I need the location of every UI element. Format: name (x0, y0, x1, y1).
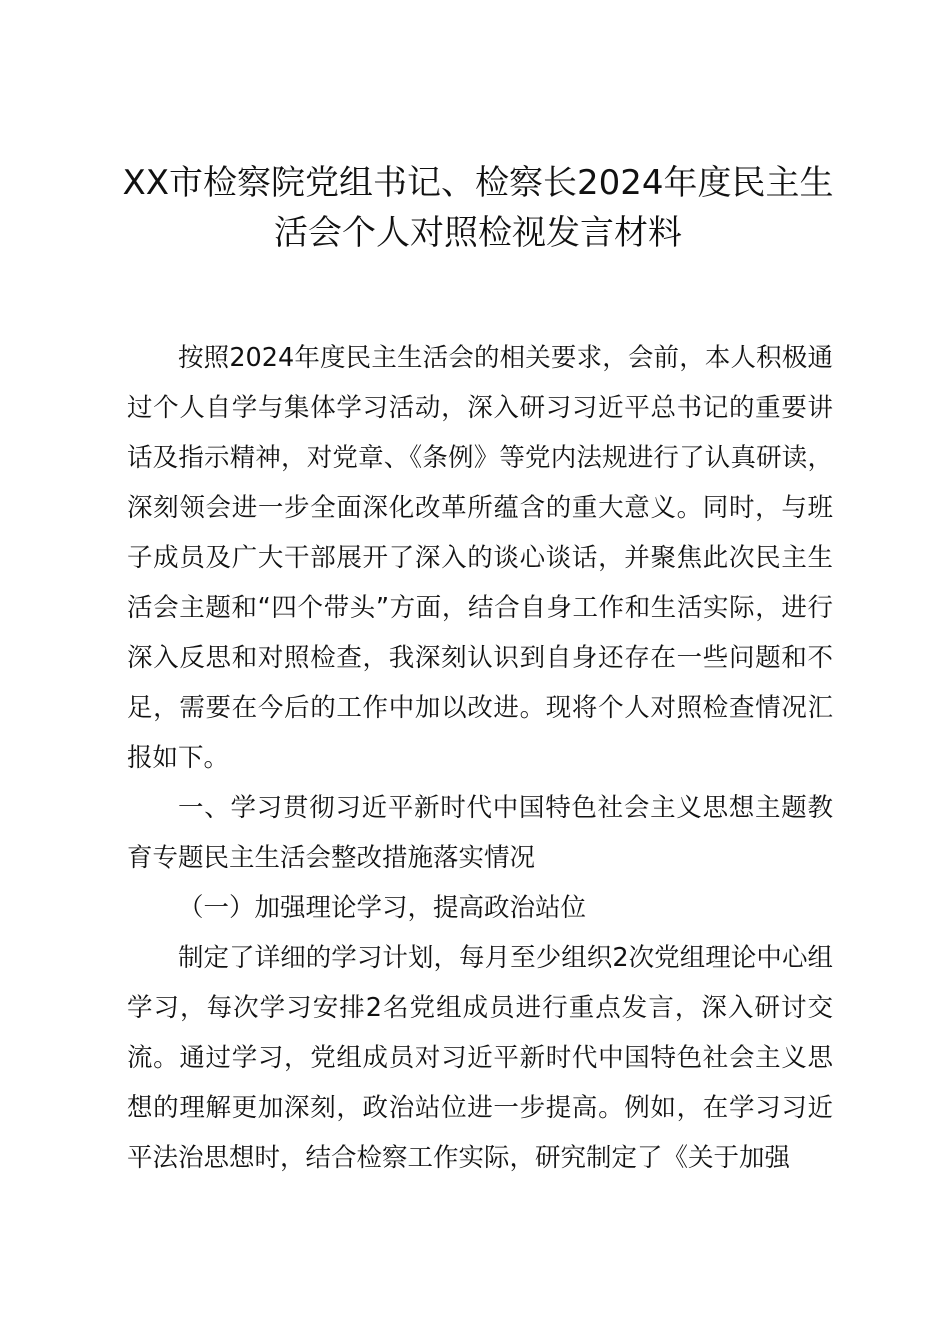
body-paragraph: 制定了详细的学习计划，每月至少组织2次党组理论中心组学习，每次学习安排2名党组成员进行重点发言，深入研讨交流。通过学习，党组成员对习近平新时代中国特色社会主义思想的理解更加深刻，政治站位进一步提高。例如，在学习习近平法治思想时，结合检察工作实际，研究制定了《关于加强 (127, 943, 833, 1173)
intro-paragraph: 按照2024年度民主生活会的相关要求，会前，本人积极通过个人自学与集体学习活动，深入研习习近平总书记的重要讲话及指示精神，对党章、《条例》等党内法规进行了认真研读，深刻领会进一步全面深化改革所蕴含的重大意义。同时，与班子成员及广大干部展开了深入的谈心谈话，并聚焦此次民主生活会主题和“四个带头”方面，结合自身工作和生活实际，进行深入反思和对照检查，我深刻认识到自身还存在一些问题和不足，需要在今后的工作中加以改进。现将个人对照检查情况汇报如下。 (127, 343, 833, 773)
section-heading: 一、学习贯彻习近平新时代中国特色社会主义思想主题教育专题民主生活会整改措施落实情况 (127, 793, 833, 873)
document-title: XX市检察院党组书记、检察长2024年度民主生活会个人对照检视发言材料 (122, 163, 834, 253)
subsection-heading: （一）加强理论学习，提高政治站位 (178, 893, 587, 923)
document-body (127, 333, 833, 1183)
